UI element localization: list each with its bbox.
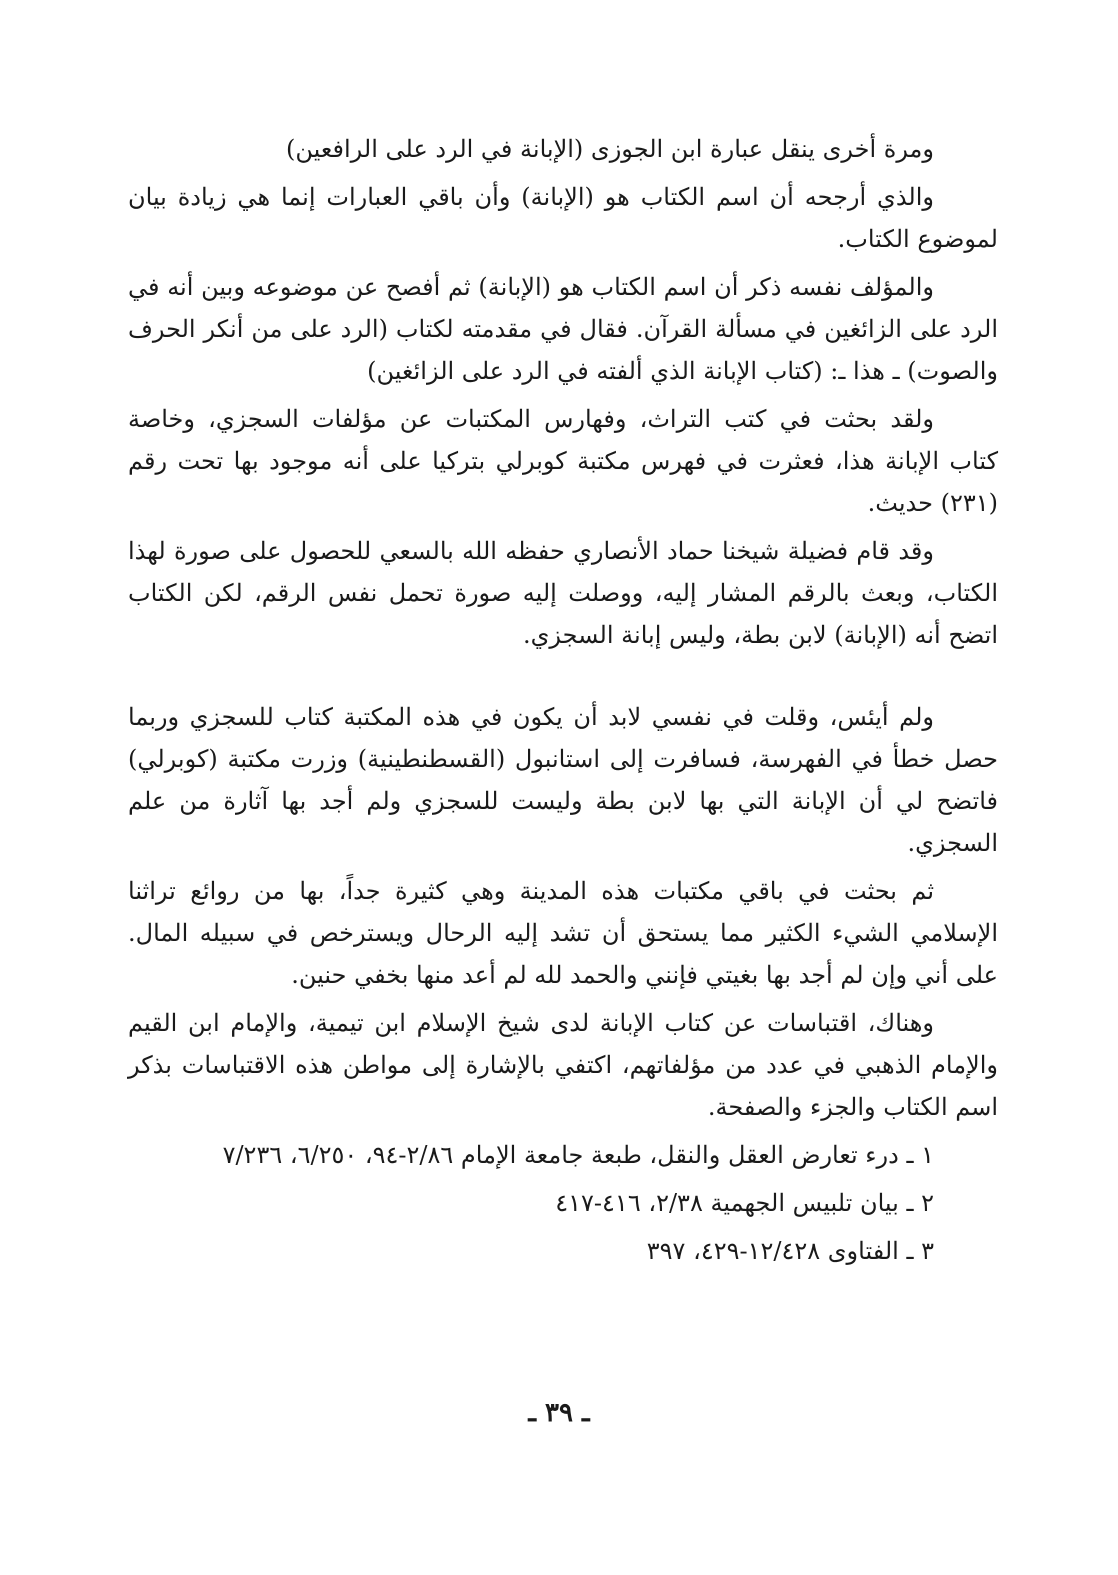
paragraph-8: وهناك، اقتباسات عن كتاب الإبانة لدى شيخ الإسلام ابن تيمية، والإمام ابن القيم والإمام الذهبي في عدد من مؤلفاتهم، اكتفي بالإشارة إلى مواطن هذه الاقتباسات بذكر اسم الكتاب والجزء والصفحة. [128,1009,998,1121]
page-body [128,128,998,1278]
paragraph-3: والمؤلف نفسه ذكر أن اسم الكتاب هو (الإبانة) ثم أفصح عن موضوعه وبين أنه في الرد على الزائغين في مسألة القرآن. فقال في مقدمته لكتاب (الرد على من أنكر الحرف والصوت) ـ هذا ـ: (كتاب الإبانة الذي ألفته في الرد على الزائغين) [128,273,998,385]
paragraph-1: ومرة أخرى ينقل عبارة ابن الجوزى (الإبانة في الرد على الرافعين) [286,135,934,163]
reference-item-2: ٢ ـ بيان تلبيس الجهمية ٢/٣٨، ٤١٦-٤١٧ [555,1189,934,1217]
paragraph-5: وقد قام فضيلة شيخنا حماد الأنصاري حفظه الله بالسعي للحصول على صورة لهذا الكتاب، وبعث بالرقم المشار إليه، ووصلت إليه صورة تحمل نفس الرقم، لكن الكتاب اتضح أنه (الإبانة) لابن بطة، وليس إبانة السجزي. [128,537,998,649]
section-gap [128,662,998,696]
page-number: ـ ٣٩ ـ [528,1398,590,1428]
references-list [128,1134,998,1272]
paragraph-2: والذي أرجحه أن اسم الكتاب هو (الإبانة) وأن باقي العبارات إنما هي زيادة بيان لموضوع الكتاب. [128,183,998,253]
paragraph-6: ولم أيئس، وقلت في نفسي لابد أن يكون في هذه المكتبة كتاب للسجزي وربما حصل خطأ في الفهرسة، فسافرت إلى استانبول (القسطنطينية) وزرت مكتبة (كوبرلي) فاتضح لي أن الإبانة التي بها لابن بطة وليست للسجزي ولم أجد بها آثارة من علم السجزي. [128,703,998,857]
reference-item-3: ٣ ـ الفتاوى ١٢/٤٢٨-٤٢٩، ٣٩٧ [646,1237,934,1265]
reference-item-1: ١ ـ درء تعارض العقل والنقل، طبعة جامعة الإمام ٢/٨٦-٩٤، ٦/٢٥٠، ٧/٢٣٦ [222,1141,934,1169]
paragraph-7: ثم بحثت في باقي مكتبات هذه المدينة وهي كثيرة جداً، بها من روائع تراثنا الإسلامي الشيء الكثير مما يستحق أن تشد إليه الرحال ويسترخص في سبيله المال. على أني وإن لم أجد بها بغيتي فإنني والحمد لله لم أعد منها بخفي حنين. [128,877,998,989]
paragraph-4: ولقد بحثت في كتب التراث، وفهارس المكتبات عن مؤلفات السجزي، وخاصة كتاب الإبانة هذا، فعثرت في فهرس مكتبة كوبرلي بتركيا على أنه موجود بها تحت رقم (٢٣١) حديث. [128,405,998,517]
